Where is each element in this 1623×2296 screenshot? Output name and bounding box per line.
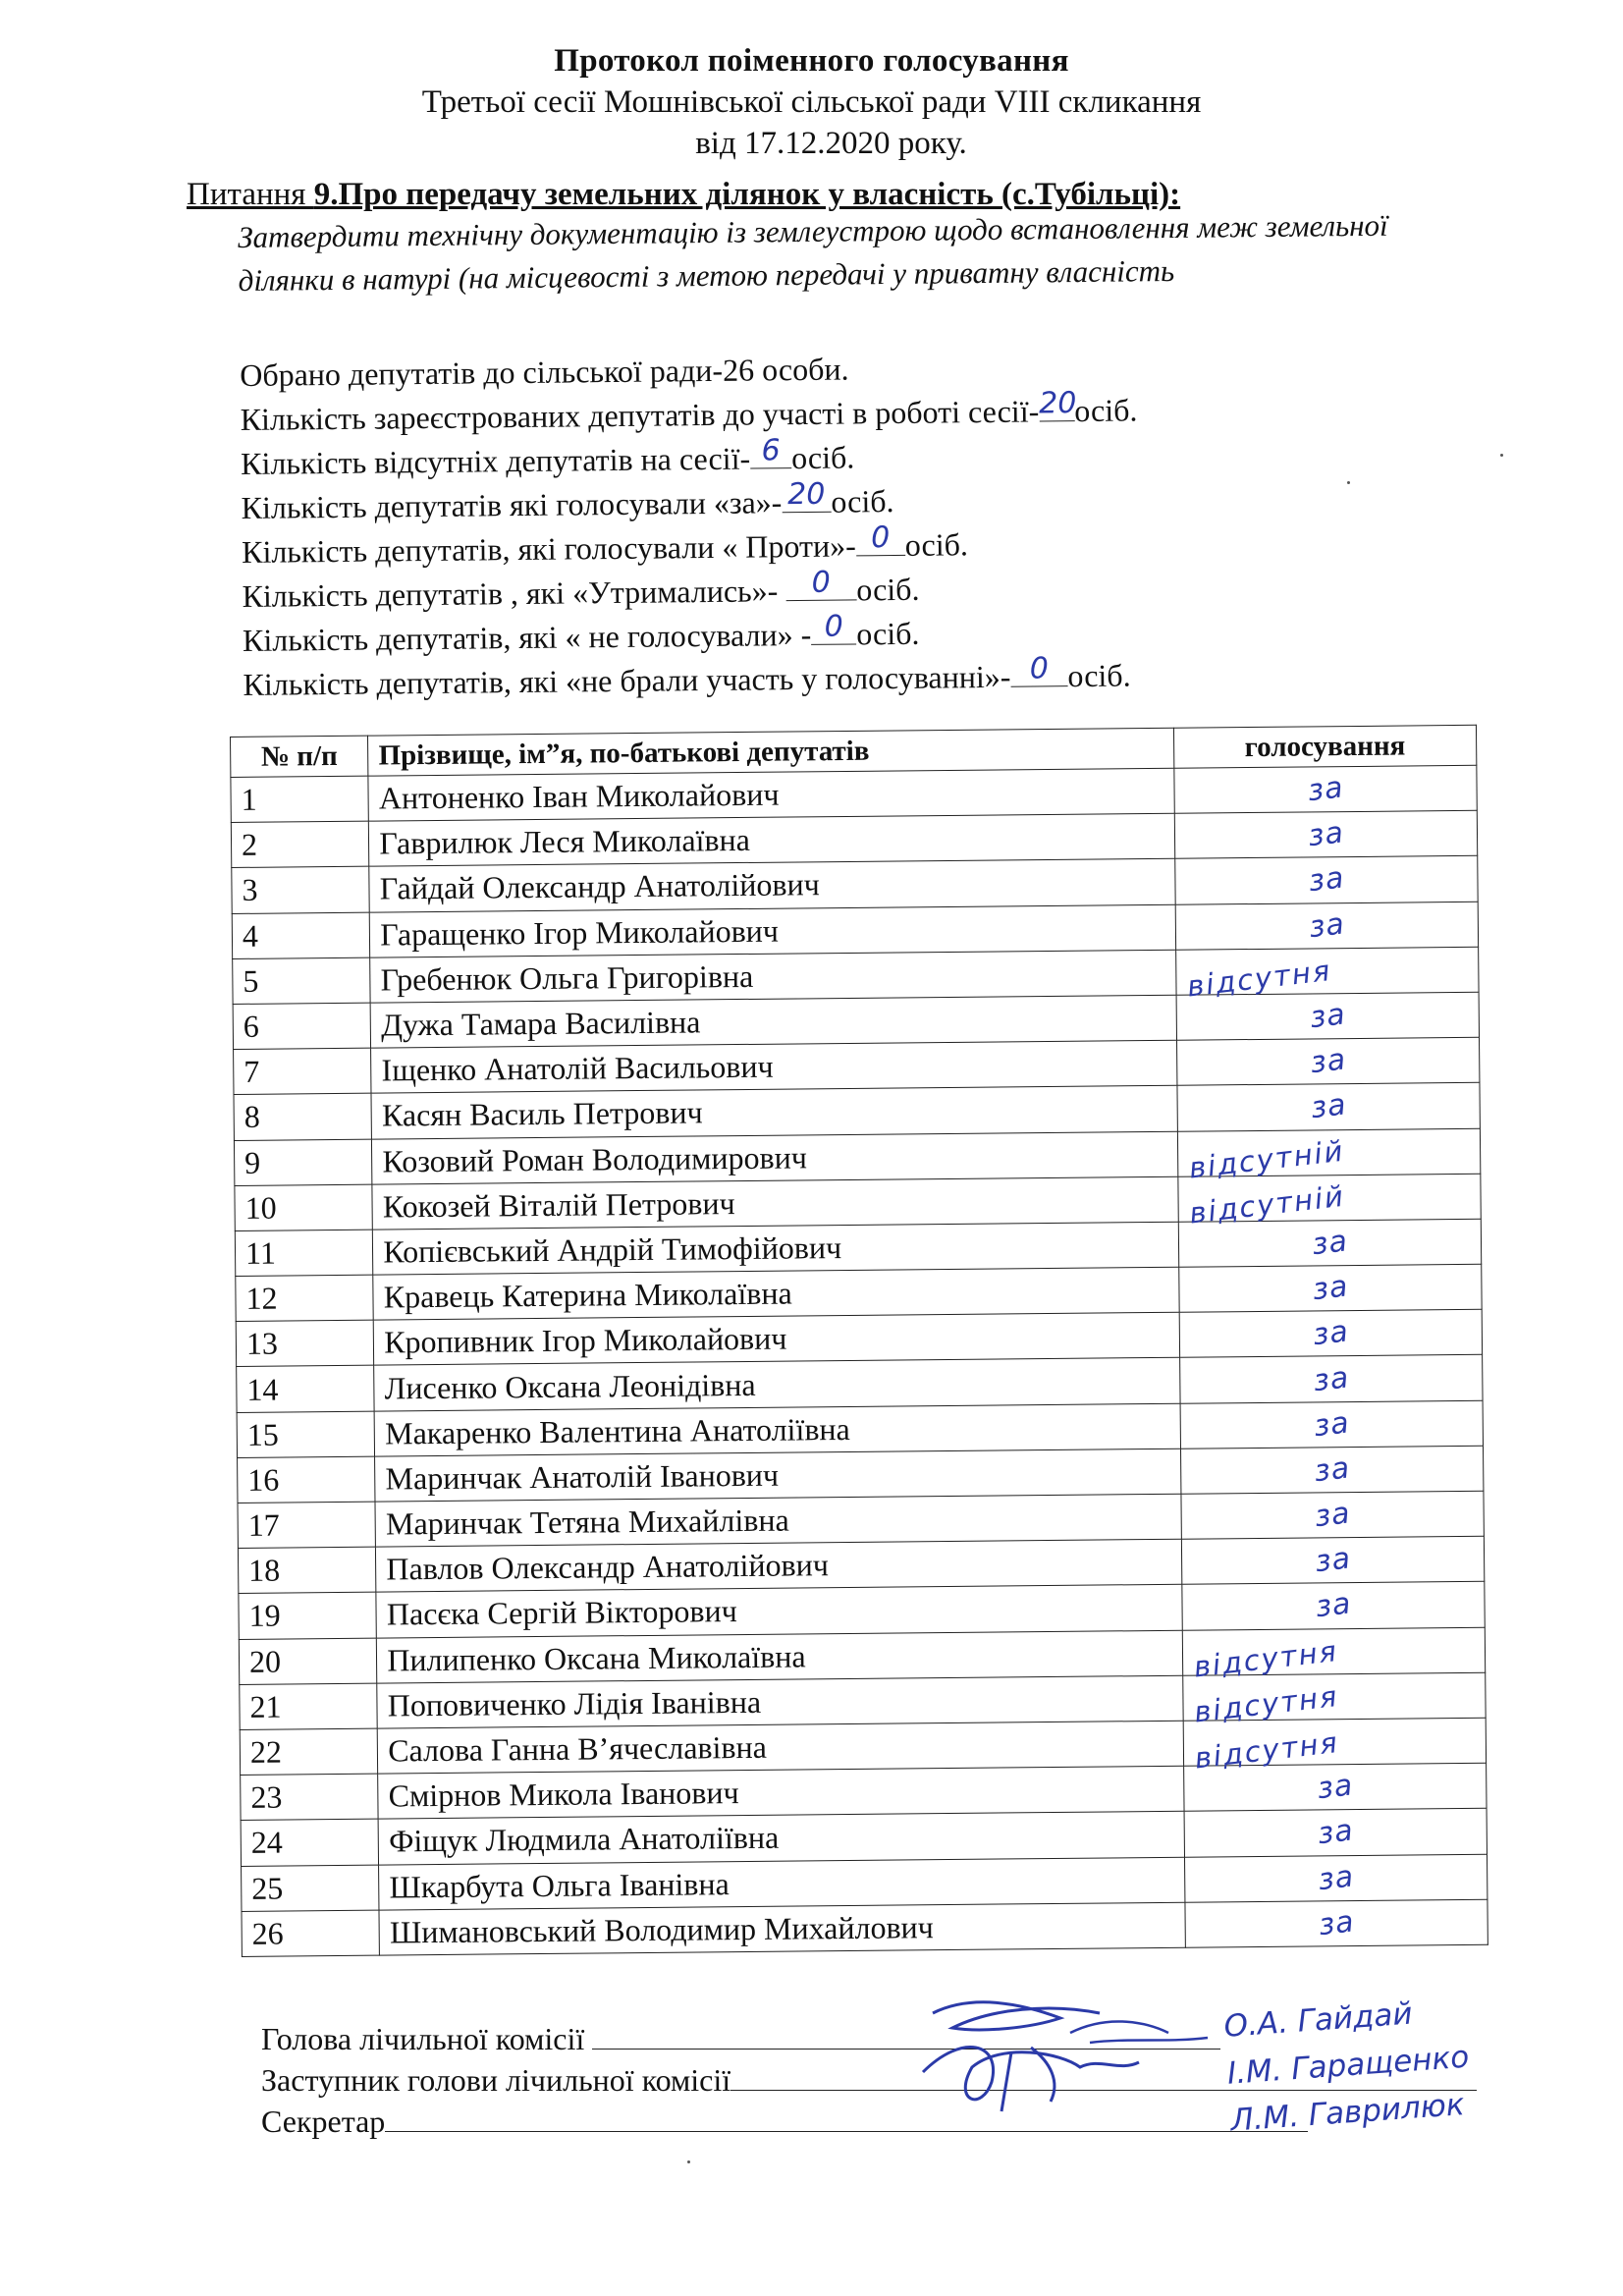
vote-counts: [240, 344, 1140, 707]
abstained-unit: осіб.: [856, 571, 920, 608]
absent-blank: [750, 433, 791, 468]
vote-for-mark: за: [1312, 1405, 1352, 1444]
not-participated-label: Кількість депутатів, які «не брали участь у голосуванні»-: [243, 658, 1011, 702]
deputy-name: Копієвський Андрій Тимофійович: [373, 1222, 1179, 1275]
secretary-label: Секретар: [261, 2104, 386, 2139]
vote-absent-mark: відсутня: [1185, 954, 1333, 1004]
vote-for-mark: за: [1305, 770, 1345, 809]
vote-absent-mark: відсутній: [1186, 1133, 1346, 1185]
for-label: Кількість депутатів які голосували «за»-: [241, 484, 783, 525]
question-text: 9.Про передачу земельних ділянок у власність (с.Тубільці):: [313, 177, 1181, 212]
document-title: Протокол поіменного голосування: [554, 43, 1069, 79]
not-participated-count: [243, 653, 1140, 707]
deputy-name: Гайдай Олександр Анатолійович: [369, 859, 1175, 912]
vote-for-mark: за: [1308, 997, 1348, 1036]
signatory-names: [1222, 1987, 1474, 2145]
vote-absent-mark: відсутня: [1192, 1724, 1341, 1776]
vote-for-mark: за: [1315, 1768, 1355, 1807]
deputy-name: Іщенко Анатолій Васильович: [371, 1040, 1177, 1093]
row-number: 18: [238, 1547, 376, 1594]
row-number: 10: [235, 1184, 373, 1231]
vote-for-mark: за: [1312, 1496, 1353, 1535]
chair-label: Голова лічильної комісії: [261, 2021, 593, 2056]
deputy-name: Дужа Тамара Василівна: [370, 995, 1176, 1048]
absent-unit: осіб.: [790, 439, 855, 476]
deputy-name: Маринчак Тетяна Михайлівна: [375, 1494, 1181, 1547]
registered-label: Кількість зареєстрованих депутатів до участі в роботі сесії-: [240, 393, 1040, 437]
vote-for-mark: за: [1313, 1541, 1353, 1580]
row-number: 5: [233, 957, 371, 1005]
row-number: 23: [241, 1774, 379, 1821]
vote-absent-mark: відсутня: [1192, 1679, 1340, 1729]
deputy-name: Пасєка Сергій Вікторович: [376, 1585, 1182, 1638]
elected-count: Обрано депутатів до сільської ради-26 особи.: [240, 351, 849, 393]
vote-for-mark: за: [1316, 1858, 1356, 1897]
row-number: 4: [232, 912, 370, 959]
not-voted-label: Кількість депутатів, які « не голосували» -: [242, 616, 812, 658]
deputy-name: Кравець Катерина Миколаївна: [373, 1267, 1179, 1320]
vote-cell: [1185, 1899, 1488, 1947]
row-number: 11: [235, 1230, 373, 1277]
row-number: 16: [238, 1456, 376, 1503]
row-number: 19: [239, 1592, 377, 1639]
vote-for-mark: за: [1306, 815, 1346, 854]
row-number: 6: [233, 1003, 371, 1050]
deputy-name: Касян Василь Петрович: [371, 1086, 1177, 1139]
row-number: 8: [234, 1093, 372, 1140]
vote-for-mark: за: [1313, 1586, 1353, 1625]
deputy-name: Фіщук Людмила Анатоліївна: [378, 1812, 1184, 1865]
row-number: 21: [240, 1683, 378, 1730]
against-unit: осіб.: [904, 526, 969, 563]
vote-absent-mark: відсутня: [1191, 1634, 1340, 1684]
scan-speck: [687, 2160, 690, 2163]
document-subtitle: Третьої сесії Мошнівської сільської ради VIII скликання: [421, 84, 1202, 120]
row-number: 12: [236, 1275, 374, 1322]
vote-for-mark: за: [1311, 1359, 1351, 1398]
header-number: № п/п: [231, 736, 369, 777]
header-vote: голосування: [1173, 725, 1477, 768]
against-label: Кількість депутатів, які голосували « Проти»-: [241, 527, 856, 570]
abstained-blank: [785, 565, 856, 601]
for-unit: осіб.: [831, 483, 894, 519]
row-number: 3: [232, 867, 370, 914]
row-number: 13: [236, 1320, 374, 1367]
deputy-name: Салова Ганна В’ячеславівна: [378, 1721, 1184, 1774]
registered-unit: осіб.: [1074, 392, 1138, 429]
row-number: 14: [237, 1366, 375, 1413]
row-number: 20: [239, 1638, 377, 1685]
decision-text: Затвердити технічну документацію із землеустрою щодо встановлення меж земельної ділянки в натурі (на місцевості з метою передачі у приватну власність: [238, 207, 1388, 298]
row-number: 15: [237, 1411, 375, 1458]
vote-for-mark: за: [1311, 1314, 1351, 1353]
deputy-name: Шимановський Володимир Михайлович: [379, 1902, 1185, 1955]
deputy-name: Гаврилюк Леся Миколаївна: [369, 813, 1175, 866]
vote-for-mark: за: [1308, 1087, 1349, 1126]
deputy-name: Кокозей Віталій Петрович: [372, 1176, 1178, 1230]
absent-label: Кількість відсутніх депутатів на сесії-: [240, 440, 751, 481]
vote-for-mark: за: [1310, 1269, 1350, 1308]
vote-for-mark: за: [1316, 1813, 1356, 1852]
deputy-name: Гребенюк Ольга Григорівна: [370, 950, 1176, 1003]
deputy-name: Лисенко Оксана Леонідівна: [374, 1358, 1180, 1411]
not-voted-blank: [811, 609, 856, 644]
not-participated-blank: [1010, 651, 1067, 687]
secretary-name: Л.М. Гаврилюк: [1229, 2087, 1466, 2139]
absent-value: 6: [761, 433, 781, 468]
vote-for-mark: за: [1308, 1042, 1348, 1081]
deputy-name: Смірнов Микола Іванович: [378, 1766, 1184, 1819]
registered-blank: [1038, 386, 1077, 421]
not-voted-value: 0: [824, 609, 843, 644]
deputy-name: Антоненко Іван Миколайович: [368, 768, 1174, 821]
against-blank: [856, 520, 905, 557]
table-body: [231, 765, 1488, 1956]
for-blank: [782, 476, 831, 514]
deputy-name: Пилипенко Оксана Миколаївна: [377, 1630, 1183, 1683]
document-date: від 17.12.2020 року.: [695, 126, 967, 161]
handwritten-signatures: [913, 1974, 1237, 2121]
scan-speck: [1500, 454, 1503, 457]
vote-for-mark: за: [1310, 1224, 1350, 1263]
deputy-name: Макаренко Валентина Анатоліївна: [374, 1403, 1180, 1456]
deputy-name: І.М. Гаращенко: [1225, 2039, 1471, 2092]
not-participated-value: 0: [1029, 651, 1050, 686]
vote-for-mark: за: [1306, 860, 1346, 900]
deputy-name: Гаращенко Ігор Миколайович: [370, 904, 1176, 957]
scan-speck: [1347, 481, 1350, 484]
row-number: 9: [234, 1139, 372, 1186]
row-number: 25: [242, 1865, 380, 1912]
deputy-name: Маринчак Анатолій Іванович: [375, 1449, 1181, 1502]
roll-call-table: [230, 725, 1488, 1957]
vote-absent-mark: відсутній: [1187, 1178, 1347, 1230]
abstained-value: 0: [811, 565, 831, 600]
row-number: 22: [240, 1728, 378, 1776]
deputy-name: Шкарбута Ольга Іванівна: [379, 1857, 1185, 1910]
chair-name: О.А. Гайдай: [1222, 1995, 1414, 2045]
row-number: 7: [234, 1048, 372, 1095]
registered-value: 20: [1038, 386, 1077, 421]
row-number: 24: [241, 1819, 379, 1866]
vote-for-mark: за: [1316, 1904, 1357, 1942]
row-number: 26: [242, 1910, 380, 1957]
vote-for-mark: за: [1312, 1450, 1352, 1490]
deputy-name: Павлов Олександр Анатолійович: [376, 1539, 1182, 1592]
deputy-name: Поповиченко Лідія Іванівна: [377, 1675, 1183, 1728]
question-prefix: Питання: [187, 177, 314, 212]
not-participated-unit: осіб.: [1067, 657, 1131, 694]
deputy-name: Козовий Роман Володимирович: [372, 1131, 1178, 1184]
not-voted-unit: осіб.: [856, 615, 920, 652]
row-number: 1: [231, 776, 369, 823]
vote-for-mark: за: [1307, 905, 1347, 945]
deputy-name: Кропивник Ігор Миколайович: [374, 1312, 1180, 1365]
against-value: 0: [870, 520, 891, 556]
deputy-label: Заступник голови лічильної комісії: [261, 2062, 731, 2098]
row-number: 2: [231, 821, 369, 868]
header-name: Прізвище, ім”я, по-батькові депутатів: [368, 728, 1174, 776]
abstained-label: Кількість депутатів , які «Утримались»-: [242, 573, 786, 614]
for-value: 20: [786, 476, 826, 513]
row-number: 17: [238, 1502, 376, 1549]
